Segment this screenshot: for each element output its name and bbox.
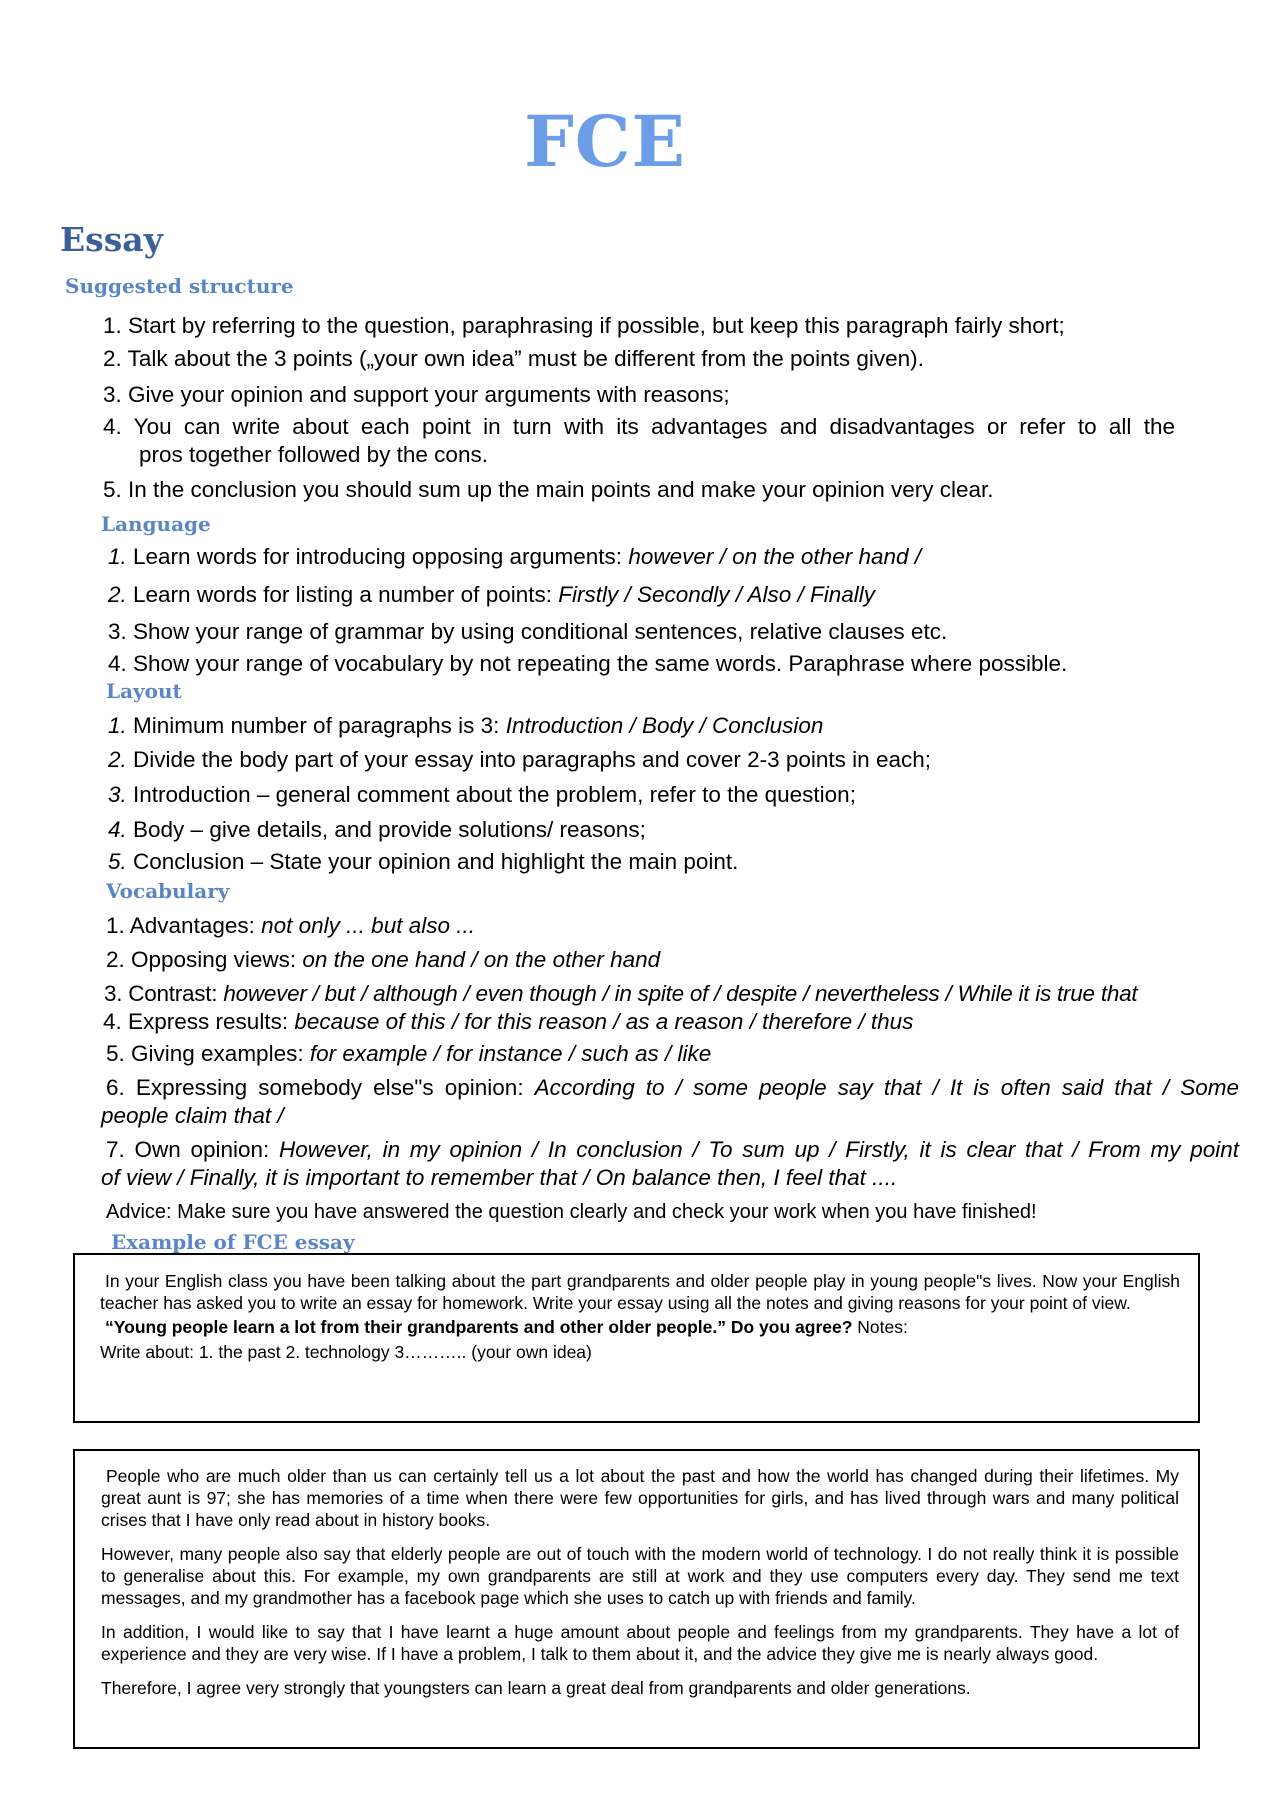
item-text: 2. Opposing views: — [106, 947, 303, 972]
item-text: Learn words for introducing opposing arguments: — [126, 544, 629, 569]
essay-paragraph-4: Therefore, I agree very strongly that youngsters can learn a great deal from grandparents and older generations. — [101, 1678, 971, 1698]
subheading-suggested-structure: Suggested structure — [65, 274, 294, 298]
vocabulary-item-3 — [104, 980, 1137, 1008]
item-examples: However, in my opinion / In conclusion / To sum up / Firstly, it is clear that / From my point — [279, 1137, 1239, 1162]
task-intro: In your English class you have been talking about the part grandparents and older people play in young people"s lives. Now your English teacher has asked you to write an essay for homework. Write your essay using all the notes and giving reasons for your point of view. — [100, 1271, 1180, 1313]
item-examples: however / but / although / even though / in spite of / despite / nevertheless / While it is true that — [223, 981, 1138, 1006]
layout-item-1 — [108, 712, 823, 740]
item-text: Body – give details, and provide solutions/ reasons; — [126, 817, 646, 842]
item-text: Minimum number of paragraphs is 3: — [126, 713, 506, 738]
item-number: 2. — [108, 747, 127, 772]
advice-text: Advice: Make sure you have answered the question clearly and check your work when you have finished! — [106, 1201, 1037, 1223]
item-examples: because of this / for this reason / as a reason / therefore / thus — [294, 1009, 914, 1034]
subheading-example: Example of FCE essay — [111, 1230, 355, 1254]
structure-item-5: 5. In the conclusion you should sum up the main points and make your opinion very clear. — [103, 477, 994, 502]
essay-paragraph-1: People who are much older than us can certainly tell us a lot about the past and how the world has changed during their lifetimes. My great aunt is 97; she has memories of a time when there were few opportunities for girls, and has lived through wars and many political crises that I have only read about in history books. — [101, 1466, 1179, 1530]
subheading-layout: Layout — [106, 679, 182, 703]
item-text: Learn words for listing a number of points: — [126, 582, 559, 607]
item-text: Show your range of vocabulary by not repeating the same words. Paraphrase where possible. — [126, 651, 1068, 676]
item-examples: however / on the other hand / — [628, 544, 922, 569]
task-box — [73, 1253, 1200, 1423]
item-examples: According to / some people say that / It is often said that / Some — [534, 1075, 1239, 1100]
vocabulary-item-4 — [103, 1008, 913, 1036]
vocabulary-item-6-cont — [101, 1102, 284, 1130]
vocabulary-item-6 — [106, 1074, 1239, 1102]
subheading-vocabulary: Vocabulary — [106, 879, 230, 903]
item-examples: Introduction / Body / Conclusion — [505, 713, 824, 738]
essay-paragraph-3: In addition, I would like to say that I have learnt a huge amount about people and feelings from my grandparents. They have a lot of experience and they are very wise. If I have a problem, I talk to them about it, and the advice they give me is nearly always good. — [101, 1622, 1179, 1664]
structure-item-4: 4. You can write about each point in turn with its advantages and disadvantages or refer to all the — [103, 414, 1175, 439]
structure-item-2: 2. Talk about the 3 points („your own idea” must be different from the points given). — [103, 346, 924, 371]
language-item-2 — [108, 581, 875, 609]
task-write-about: Write about: 1. the past 2. technology 3……….. (your own idea) — [100, 1342, 592, 1362]
section-heading-essay: Essay — [60, 220, 163, 259]
item-text: 7. Own opinion: — [106, 1137, 280, 1162]
item-text: 5. Giving examples: — [106, 1041, 310, 1066]
item-text: 6. Expressing somebody else"s opinion: — [106, 1075, 535, 1100]
structure-item-3: 3. Give your opinion and support your arguments with reasons; — [103, 382, 730, 407]
task-notes-label: Notes: — [852, 1317, 908, 1337]
item-examples-cont: of view / Finally, it is important to remember that / On balance then, I feel that .... — [101, 1165, 898, 1190]
item-examples: Firstly / Secondly / Also / Finally — [558, 582, 875, 607]
item-number: 4. — [108, 651, 127, 676]
language-item-4 — [108, 650, 1067, 678]
vocabulary-item-7 — [106, 1136, 1239, 1164]
vocabulary-item-2 — [106, 946, 660, 974]
task-question — [100, 1316, 1180, 1338]
item-number: 1. — [108, 544, 127, 569]
item-number: 3. — [108, 619, 127, 644]
item-text: Introduction – general comment about the problem, refer to the question; — [126, 782, 856, 807]
item-number: 3. — [108, 782, 127, 807]
item-text: 3. Contrast: — [104, 981, 224, 1006]
vocabulary-item-7-cont — [101, 1164, 897, 1192]
essay-box — [73, 1449, 1200, 1749]
item-number: 1. — [108, 713, 127, 738]
vocabulary-item-5 — [106, 1040, 711, 1068]
layout-item-3 — [108, 781, 856, 809]
layout-item-5 — [108, 848, 738, 876]
item-text: Divide the body part of your essay into paragraphs and cover 2-3 points in each; — [126, 747, 931, 772]
item-text: 4. Express results: — [103, 1009, 295, 1034]
item-number: 4. — [108, 817, 127, 842]
item-examples: not only ... but also ... — [261, 913, 475, 938]
language-item-1 — [108, 543, 921, 571]
structure-item-1: 1. Start by referring to the question, paraphrasing if possible, but keep this paragraph fairly short; — [103, 313, 1065, 338]
item-examples: on the one hand / on the other hand — [302, 947, 661, 972]
item-examples: for example / for instance / such as / like — [309, 1041, 712, 1066]
item-text: Show your range of grammar by using conditional sentences, relative clauses etc. — [126, 619, 948, 644]
language-item-3 — [108, 618, 947, 646]
item-examples-cont: people claim that / — [101, 1103, 284, 1128]
layout-item-2 — [108, 746, 931, 774]
item-number: 5. — [108, 849, 127, 874]
subheading-language: Language — [101, 512, 211, 536]
page-title: FCE — [524, 100, 686, 183]
item-text: Conclusion – State your opinion and highlight the main point. — [126, 849, 739, 874]
essay-paragraph-2: However, many people also say that elderly people are out of touch with the modern world of technology. I do not really think it is possible to generalise about this. For example, my own grandparents are still at work and they use computers every day. They send me text messages, and my grandmother has a facebook page which she uses to catch up with friends and family. — [101, 1544, 1179, 1608]
vocabulary-item-1 — [106, 912, 475, 940]
item-number: 2. — [108, 582, 127, 607]
task-quote: “Young people learn a lot from their grandparents and other older people.” Do you agree? — [105, 1317, 853, 1337]
layout-item-4 — [108, 816, 646, 844]
structure-item-4-cont: pros together followed by the cons. — [139, 442, 488, 467]
item-text: 1. Advantages: — [106, 913, 262, 938]
